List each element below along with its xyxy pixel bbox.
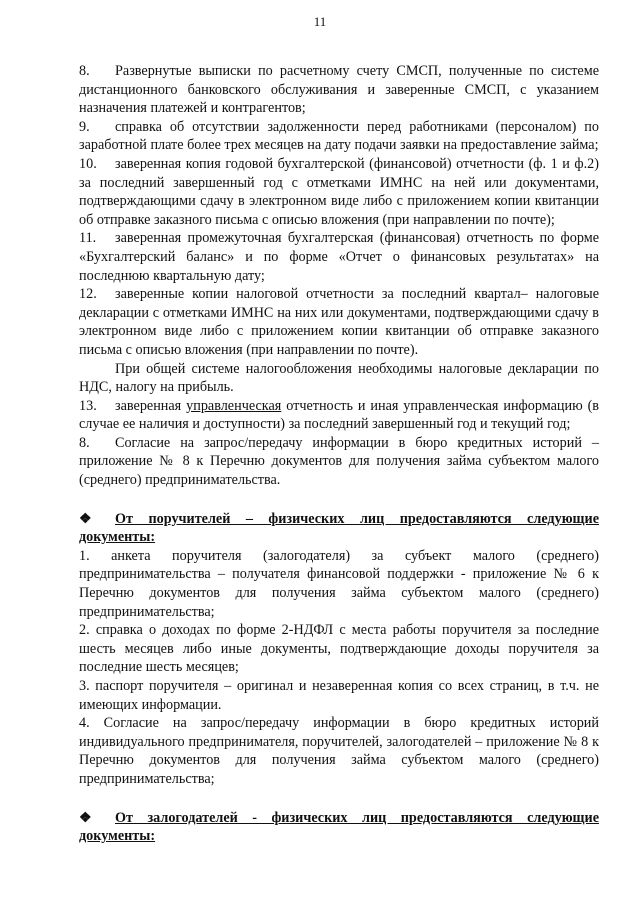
list-item-13	[79, 397, 599, 434]
guarantor-item-3: 3. паспорт поручителя – оригинал и незаверенная копия со всех страниц, в т.ч. не имеющих информации.	[79, 678, 599, 713]
list-item-text-start: заверенная	[115, 397, 182, 414]
document-body	[79, 62, 599, 846]
page-number: 11	[313, 14, 327, 29]
diamond-bullet-icon: ❖	[79, 809, 92, 826]
list-item-10	[79, 155, 599, 229]
list-item-number: 11.	[79, 230, 97, 247]
list-item-text: заверенная копия годовой бухгалтерской (финансовой) отчетности (ф. 1 и ф.2) за последний завершенный год с отметками ИМНС на ней или документами, подтверждающими сдачу в электронном виде либо с приложением копии квитанции об отправке заказного письма с описью вложения (при направлении по почте);	[79, 155, 599, 228]
guarantor-item-4: 4. Согласие на запрос/передачу информации в бюро кредитных историй индивидуального предпринимателя, поручителей, залогодателей – приложение № 8 к Перечню документов для получения займа субъектом малого (среднего) предпринимательства;	[79, 715, 599, 787]
list-item-text: Согласие на запрос/передачу информации в бюро кредитных историй – приложение № 8 к Перечню документов для получения займа субъектом малого (среднего) предпринимательства.	[79, 434, 599, 489]
general-tax-note: При общей системе налогообложения необходимы налоговые декларации по НДС, налогу на прибыль.	[79, 360, 599, 396]
list-item-text: Развернутые выписки по расчетному счету СМСП, полученные по системе дистанционного банковского обслуживания и заверенные СМСП, с указанием назначения платежей и контрагентов;	[79, 63, 599, 117]
section-heading-guarantors	[79, 510, 599, 547]
section-heading-pledgors	[79, 809, 599, 846]
list-item-12	[79, 285, 599, 359]
list-item-8-consent	[79, 434, 599, 490]
list-item-text-end: отчетность и иная управленческая информацию (в случае ее наличия и доступности) за последний завершенный год и текущий год;	[79, 397, 600, 433]
list-item-text: заверенная промежуточная бухгалтерская (финансовая) отчетность по форме «Бухгалтерский баланс» и по форме «Отчет о финансовых результатах» на последнюю квартальную дату;	[79, 230, 599, 284]
list-item-11	[79, 229, 599, 285]
list-item-number: 8.	[79, 434, 90, 451]
list-item-number: 13.	[79, 397, 97, 414]
list-item-number: 12.	[79, 286, 97, 303]
list-item-8	[79, 62, 599, 118]
guarantor-item-2: 2. справка о доходах по форме 2-НДФЛ с места работы поручителя за последние шесть месяцев либо иные документы, подтверждающие доходы поручителя за последние шесть месяцев;	[79, 622, 599, 676]
list-item-number: 10.	[79, 155, 97, 172]
section-heading-text: От залогодателей - физических лиц предоставляются следующие документы:	[79, 809, 599, 845]
diamond-bullet-icon: ❖	[79, 510, 92, 527]
list-item-number: 9.	[79, 118, 90, 135]
list-item-number: 8.	[79, 63, 90, 79]
list-item-text: заверенные копии налоговой отчетности за последний квартал– налоговые декларации с отметками ИМНС на них или документами, подтверждающими сдачу в электронном виде либо с приложением копии квитанции об отправке заказного письма с описью вложения (при направлении по почте).	[79, 286, 599, 358]
section-heading-text: От поручителей – физических лиц предоставляются следующие документы:	[79, 510, 599, 546]
list-item-9	[79, 118, 599, 155]
guarantor-item-1: 1. анкета поручителя (залогодателя) за субъект малого (среднего) предпринимательства – получателя финансовой поддержки - приложение № 6 к Перечню документов для получения займа субъектом малого (среднего) предпринимательства;	[79, 547, 599, 620]
list-item-text: справка об отсутствии задолженности перед работниками (персоналом) по заработной плате более трех месяцев на дату подачи заявки на предоставление займа;	[79, 118, 599, 154]
underlined-word: управленческая	[186, 397, 282, 414]
